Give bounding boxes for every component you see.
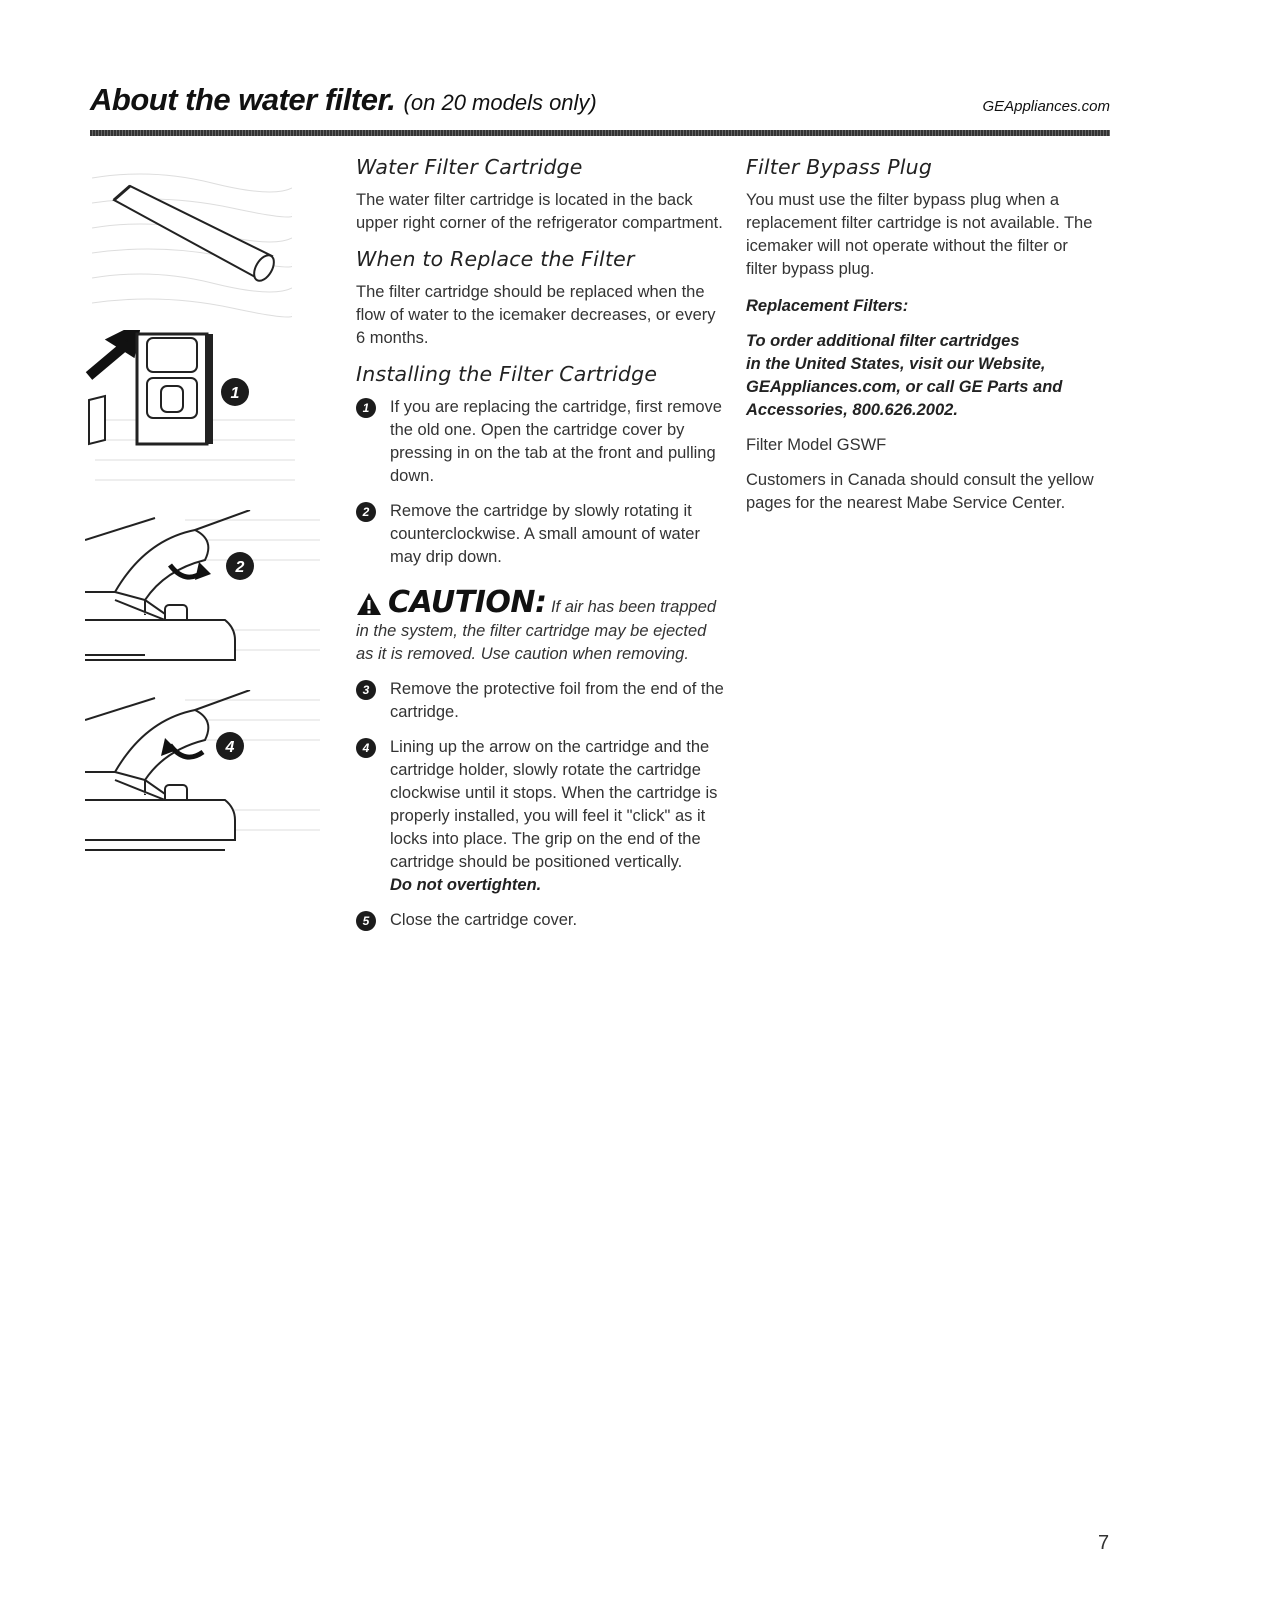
overtighten-warning: Do not overtighten.: [390, 876, 542, 894]
order-line: To order additional filter cartridges: [746, 332, 1020, 350]
step-number-icon: 2: [356, 502, 376, 522]
bypass-column: [746, 155, 1101, 527]
step-number-icon: 5: [356, 911, 376, 931]
install-step: [356, 736, 726, 897]
instructions-column: [356, 155, 726, 944]
step-text: Remove the protective foil from the end of the cartridge.: [390, 680, 724, 721]
step-number-icon: 1: [356, 398, 376, 418]
order-info: [746, 330, 1101, 422]
step-number-icon: 3: [356, 680, 376, 700]
filter-cartridge-illustration: [92, 158, 292, 318]
cartridge-install-illustration: [85, 690, 320, 855]
step-badge-4-label: 4: [225, 739, 235, 756]
bypass-heading: Filter Bypass Plug: [746, 155, 933, 179]
page-header: [90, 82, 1110, 122]
step-text: Lining up the arrow on the cartridge and the cartridge holder, slowly rotate the cartridge clockwise until it stops. When the cartridge is properly installed, you will feel it "click" as it locks into place. The grip on the end of the cartridge should be positioned vertically.: [390, 738, 718, 871]
install-step: [356, 678, 726, 724]
install-step: [356, 909, 726, 932]
order-line: Accessories, 800.626.2002.: [746, 401, 958, 419]
page-title: [90, 82, 597, 118]
caution-label: CAUTION:: [388, 585, 547, 620]
step-badge-2-label: 2: [235, 559, 245, 576]
canada-info: Customers in Canada should consult the yellow pages for the nearest Mabe Service Center.: [746, 471, 1094, 512]
caution-block: [356, 585, 726, 666]
installing-heading: Installing the Filter Cartridge: [356, 362, 658, 386]
cartridge-removal-illustration: [85, 510, 320, 670]
when-to-replace-body: The filter cartridge should be replaced when the flow of water to the icemaker decreases, or every 6 months.: [356, 283, 716, 347]
warning-icon: [356, 592, 382, 616]
arrow-icon: [89, 330, 135, 376]
water-filter-cartridge-heading: Water Filter Cartridge: [356, 155, 583, 179]
step-badge-1-label: 1: [230, 385, 240, 402]
page-title-text: About the water filter.: [90, 82, 396, 117]
filter-model: Filter Model GSWF: [746, 436, 887, 454]
step-text: Close the cartridge cover.: [390, 911, 578, 929]
header-rule: [90, 130, 1110, 136]
page-number: 7: [1098, 1532, 1110, 1554]
install-step: [356, 396, 726, 488]
order-line: in the United States, visit our Website,: [746, 355, 1046, 373]
when-to-replace-heading: When to Replace the Filter: [356, 247, 635, 271]
step-text: If you are replacing the cartridge, first remove the old one. Open the cartridge cover by pressing in on the tab at the front and pulling down.: [390, 398, 722, 485]
website-label: GEAppliances.com: [982, 98, 1110, 115]
page-subtitle: (on 20 models only): [403, 90, 597, 115]
bypass-plug-illustration: [85, 330, 295, 490]
bypass-body: You must use the filter bypass plug when a replacement filter cartridge is not available. The icemaker will not operate without the filter or filter bypass plug.: [746, 191, 1093, 278]
step-number-icon: 4: [356, 738, 376, 758]
water-filter-cartridge-body: The water filter cartridge is located in the back upper right corner of the refrigerator compartment.: [356, 191, 723, 232]
order-line: GEAppliances.com, or call GE Parts and: [746, 378, 1063, 396]
install-step: [356, 500, 726, 569]
replacement-heading: Replacement Filters:: [746, 297, 909, 315]
caution-text: If air has been trapped in the system, the filter cartridge may be ejected as it is removed. Use caution when removing.: [356, 598, 717, 663]
step-text: Remove the cartridge by slowly rotating it counterclockwise. A small amount of water may drip down.: [390, 502, 700, 566]
